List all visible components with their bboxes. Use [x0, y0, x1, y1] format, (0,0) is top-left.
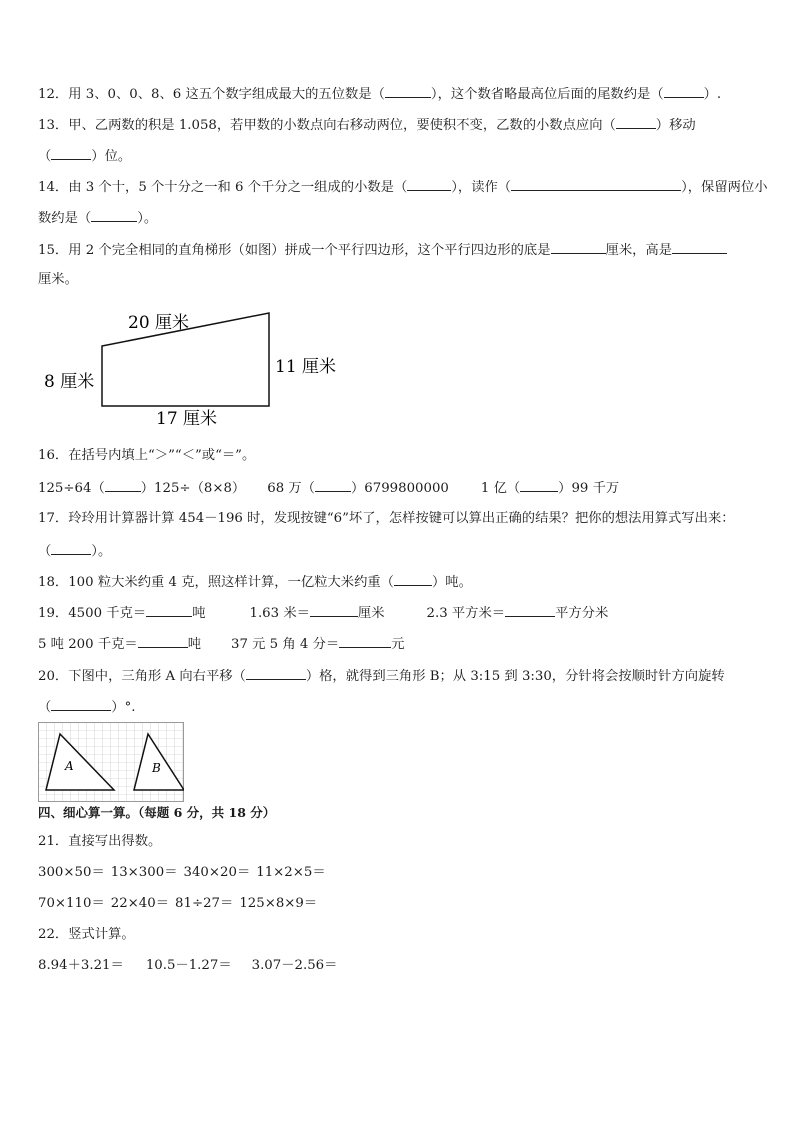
answer-blank[interactable]: [385, 84, 431, 98]
question-22: 22．竖式计算。: [38, 927, 135, 942]
question-15-cont: 厘米。: [38, 272, 78, 287]
answer-blank[interactable]: [51, 697, 111, 711]
answer-blank[interactable]: [664, 84, 704, 98]
answer-blank[interactable]: [105, 478, 141, 492]
question-14-cont: 数约是（ ）。: [38, 208, 157, 228]
triangle-grid-figure: [38, 722, 184, 802]
section-4-heading: 四、细心算一算。（每题 6 分，共 18 分）: [38, 805, 276, 820]
answer-blank[interactable]: [51, 541, 91, 555]
question-16-items: 125÷64（ ）125÷（8×8） 68 万（ ）6799800000 1 亿（ ）99 千万: [38, 478, 619, 498]
answer-blank[interactable]: [551, 240, 606, 254]
question-20-cont: （ ）°.: [38, 697, 135, 717]
answer-blank[interactable]: [315, 478, 351, 492]
answer-blank[interactable]: [394, 572, 432, 586]
question-14: 14．由 3 个十，5 个十分之一和 6 个千分之一组成的小数是（ ），读作（ ），保留两位小: [38, 177, 768, 197]
question-13: 13．甲、乙两数的积是 1.058，若甲数的小数点向右移动两位，要使积不变，乙数的小数点应向（ ）移动: [38, 115, 696, 135]
question-21-row2: 70×110＝ 22×40＝ 81÷27＝ 125×8×9＝: [38, 896, 318, 911]
question-13-cont: （ ）位。: [38, 146, 131, 166]
question-20: 20．下图中，三角形 A 向右平移（ ）格，就得到三角形 B；从 3:15 到 3:30，分针将会按顺时针方向旋转: [38, 666, 725, 686]
question-18: 18．100 粒大米约重 4 克，照这样计算，一亿粒大米约重（ ）吨。: [38, 572, 472, 592]
question-17: 17．玲玲用计算器计算 454－196 时，发现按键“6”坏了，怎样按键可以算出正确的结果？把你的想法用算式写出来：: [38, 511, 735, 526]
question-21: 21．直接写出得数。: [38, 834, 162, 849]
answer-blank[interactable]: [407, 177, 451, 191]
answer-blank[interactable]: [51, 146, 91, 160]
answer-blank[interactable]: [511, 177, 681, 191]
answer-blank[interactable]: [146, 603, 192, 617]
answer-blank[interactable]: [138, 634, 188, 648]
question-21-row1: 300×50＝ 13×300＝ 340×20＝ 11×2×5＝: [38, 865, 326, 880]
triangle-a-label: A: [65, 759, 74, 773]
right-side-label: 11 厘米: [275, 357, 337, 377]
answer-blank[interactable]: [672, 240, 727, 254]
answer-blank[interactable]: [616, 115, 656, 129]
question-22-items: 8.94＋3.21＝ 10.5－1.27＝ 3.07－2.56＝: [38, 958, 338, 973]
triangle-b-label: B: [152, 761, 161, 775]
trapezoid-figure: [38, 302, 358, 432]
answer-blank[interactable]: [310, 603, 358, 617]
question-16: 16．在括号内填上“＞”“＜”或“＝”。: [38, 448, 256, 463]
answer-blank[interactable]: [246, 666, 306, 680]
question-15: 15．用 2 个完全相同的直角梯形（如图）拼成一个平行四边形，这个平行四边形的底是 厘米，高是: [38, 240, 727, 260]
answer-blank[interactable]: [91, 208, 137, 222]
answer-blank[interactable]: [520, 478, 558, 492]
top-side-label: 20 厘米: [128, 313, 190, 333]
question-19-cont: 5 吨 200 千克＝ 吨 37 元 5 角 4 分＝ 元: [38, 634, 404, 654]
answer-blank[interactable]: [339, 634, 391, 648]
question-17-cont: （ ）。: [38, 541, 111, 561]
question-19: 19．4500 千克＝ 吨 1.63 米＝ 厘米 2.3 平方米＝ 平方分米: [38, 603, 608, 623]
bottom-side-label: 17 厘米: [156, 409, 218, 429]
question-12: 12．用 3、0、0、8、6 这五个数字组成最大的五位数是（ ），这个数省略最高位后面的尾数约是（ ）.: [38, 84, 721, 104]
left-side-label: 8 厘米: [44, 372, 95, 392]
answer-blank[interactable]: [505, 603, 555, 617]
